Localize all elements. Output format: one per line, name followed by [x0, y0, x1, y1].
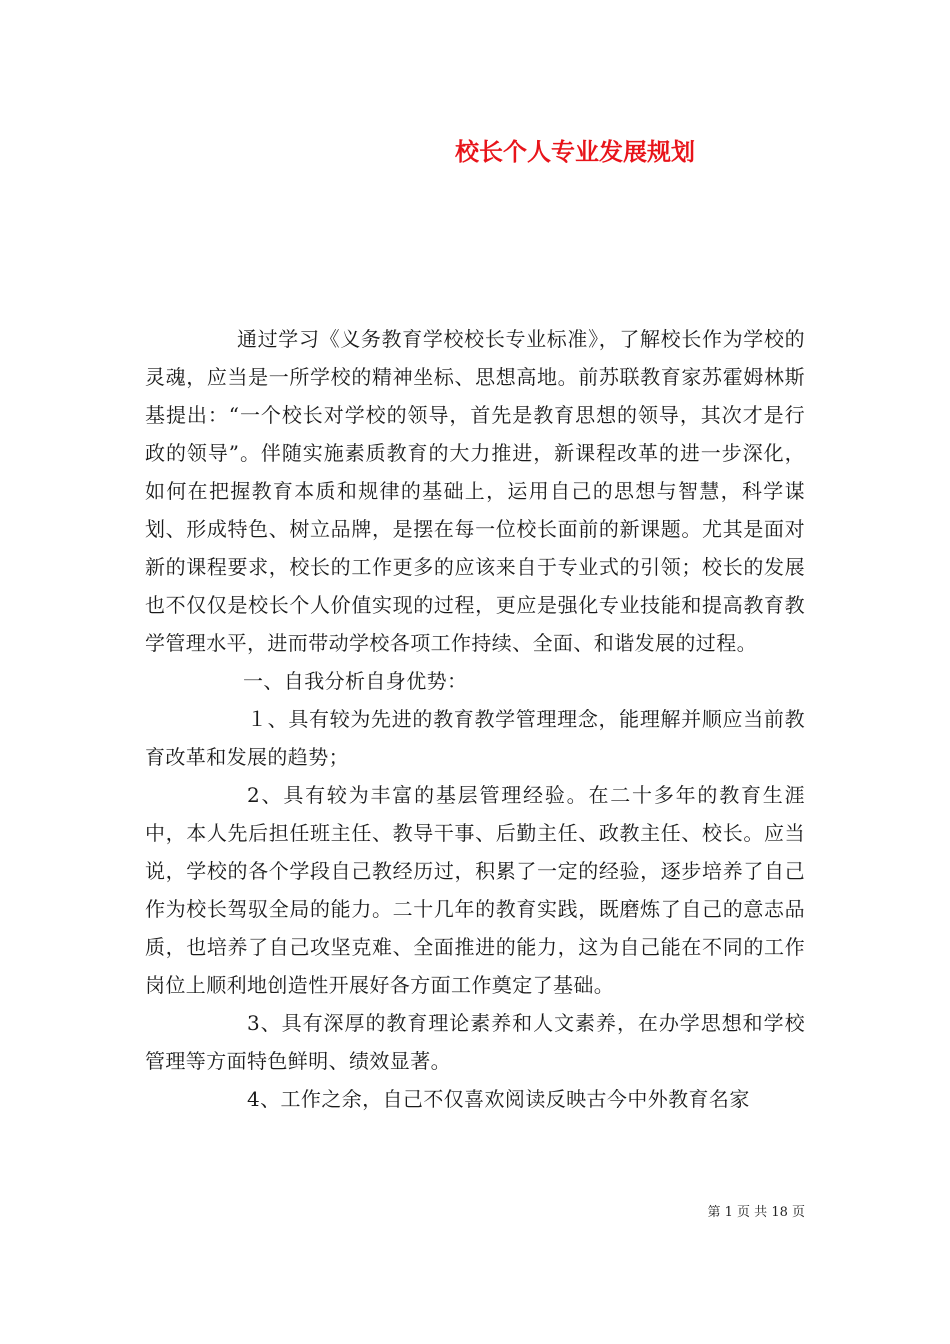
- paragraph-item-3: 3、具有深厚的教育理论素养和人文素养，在办学思想和学校管理等方面特色鲜明、绩效显著。: [145, 1011, 805, 1073]
- section-heading: 一、自我分析自身优势：: [243, 669, 468, 693]
- paragraph-item-4: 4、工作之余，自己不仅喜欢阅读反映古今中外教育名家: [247, 1087, 750, 1111]
- paragraph-item-1: １、具有较为先进的教育教学管理理念，能理解并顺应当前教育改革和发展的趋势；: [145, 707, 805, 769]
- paragraph-intro: 通过学习《义务教育学校校长专业标准》，了解校长作为学校的灵魂，应当是一所学校的精神坐标、思想高地。前苏联教育家苏霍姆林斯基提出：“一个校长对学校的领导，首先是教育思想的领导，其次才是行政的领导”。伴随实施素质教育的大力推进，新课程改革的进一步深化，如何在把握教育本质和规律的基础上，运用自己的思想与智慧，科学谋划、形成特色、树立品牌，是摆在每一位校长面前的新课题。尤其是面对新的课程要求，校长的工作更多的应该来自于专业式的引领；校长的发展也不仅仅是校长个人价值实现的过程，更应是强化专业技能和提高教育教学管理水平，进而带动学校各项工作持续、全面、和谐发展的过程。: [145, 327, 805, 655]
- document-title: 校长个人专业发展规划: [455, 137, 695, 166]
- document-body: [145, 320, 805, 1118]
- paragraph-item-2: 2、具有较为丰富的基层管理经验。在二十多年的教育生涯中，本人先后担任班主任、教导干事、后勤主任、政教主任、校长。应当说，学校的各个学段自己教经历过，积累了一定的经验，逐步培养了自己作为校长驾驭全局的能力。二十几年的教育实践，既磨炼了自己的意志品质，也培养了自己攻坚克难、全面推进的能力，这为自己能在不同的工作岗位上顺利地创造性开展好各方面工作奠定了基础。: [145, 783, 805, 997]
- page-number-footer: 第 1 页 共 18 页: [707, 1205, 805, 1220]
